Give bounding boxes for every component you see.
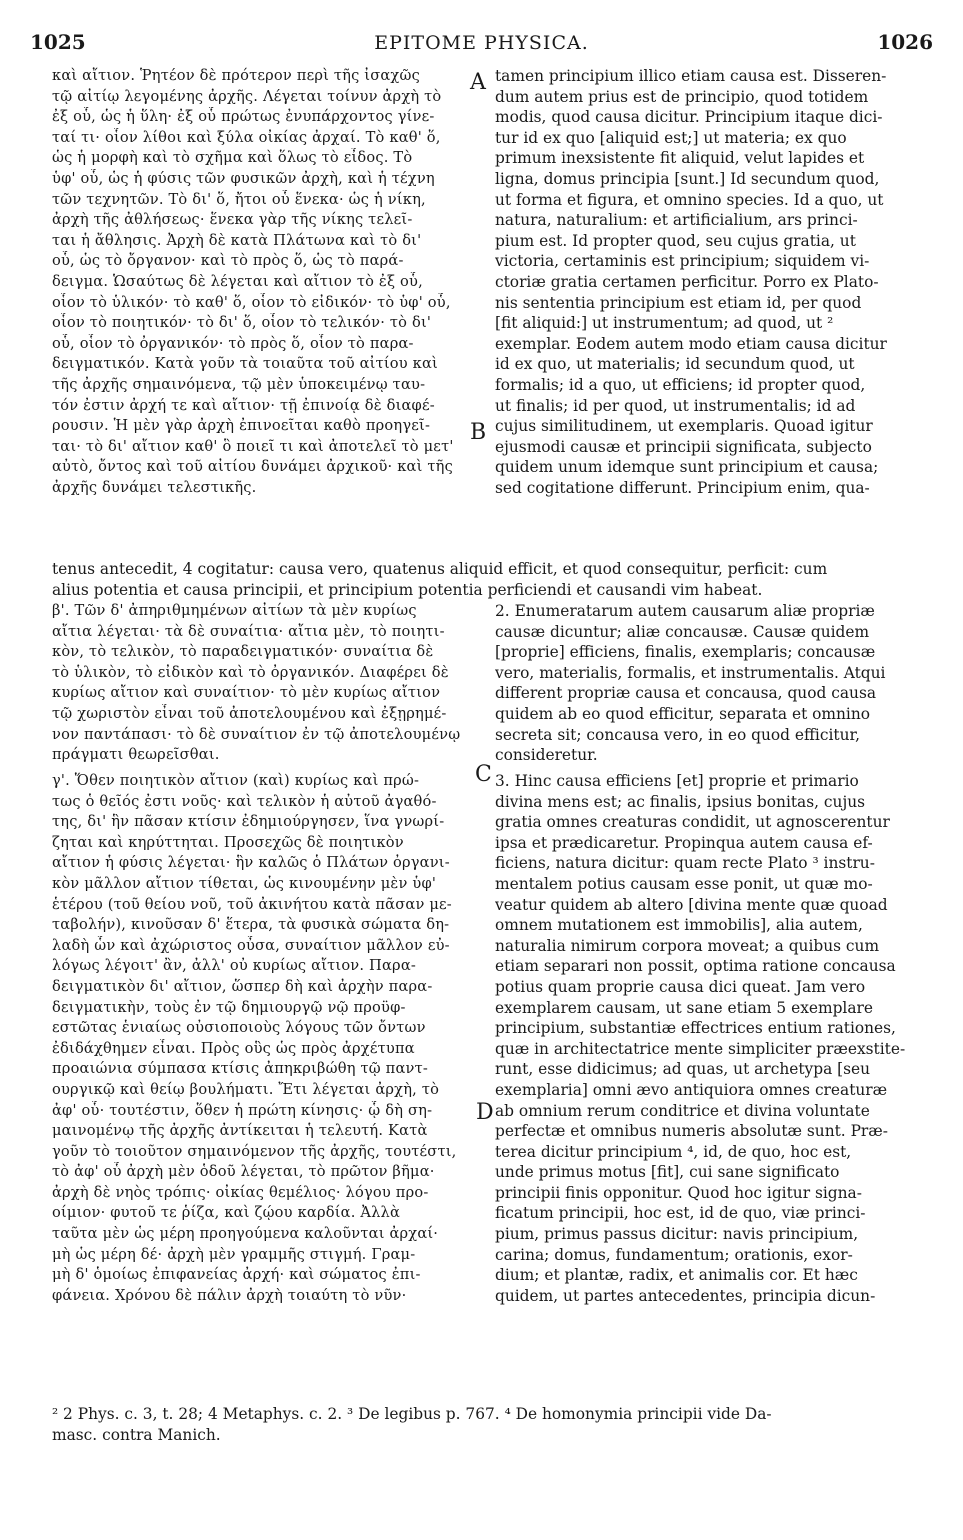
- latin-column-2: [495, 601, 935, 766]
- greek-text-line: μὴ δ' ὁμοίως ἐπιφανείας ἀρχή· καὶ σώματος ἐπι-: [52, 1266, 421, 1284]
- latin-text-line: unde primus motus [fit], cui sane significato: [495, 1163, 840, 1182]
- latin-text-line: pium est. Id propter quod, seu cujus gratia, ut: [495, 231, 856, 250]
- section-marker-d: D: [476, 1100, 494, 1125]
- greek-text-line: κὸν, τὸ τελικὸν, τὸ παραδειγματικόν· συναίτια δὲ: [52, 643, 434, 661]
- latin-text-line: ficatum principii, hoc est, id de quo, viæ princi-: [495, 1204, 866, 1223]
- greek-text-line: ταβολήν), κινοῦσαν δ' ἕτερα, τὰ φυσικὰ σώματα δη-: [52, 916, 450, 934]
- latin-text-line: etiam separari non possit, optima ratione concausa: [495, 957, 896, 976]
- greek-text-line: κὸν μᾶλλον αἴτιον τίθεται, ὡς κινουμένην μὲν ὑφ': [52, 874, 437, 892]
- latin-text-line: ficiens, natura dicitur: quam recte Plato ³ instru-: [495, 854, 875, 873]
- latin-text-line: quidem ab eo quod efficitur, separata et omnino: [495, 704, 871, 723]
- latin-text-line: potius quam proprie causa dici queat. Jam vero: [495, 977, 866, 996]
- latin-text-line: runt, esse didicimus; ad quas, ut archetypa [seu: [495, 1060, 871, 1079]
- latin-text-line: ipsa et prædicaretur. Propinqua autem causa ef-: [495, 833, 873, 852]
- greek-text-line: τῶν τεχνητῶν. Τὸ δι' ὅ, ἤτοι οὗ ἕνεκα· ὡς ἡ νίκη,: [52, 190, 426, 208]
- greek-text-line: οίμιον· φυτοῦ τε ῥίζα, καὶ ζῴου καρδία. Ἀλλὰ: [52, 1204, 401, 1222]
- latin-text-line: different propriæ causa et concausa, quod causa: [495, 684, 877, 703]
- greek-text-line: οἷον τὸ ὑλικόν· τὸ καθ' ὅ, οἷον τὸ εἰδικόν· τὸ ὑφ' οὗ,: [52, 293, 451, 311]
- latin-text-line: ejusmodi causæ et principii significata, subjecto: [495, 437, 872, 456]
- latin-text-line: vero, materialis, formalis, et instrumentalis. Atqui: [495, 663, 886, 682]
- latin-text-line: ut forma et figura, et omnino species. Id a quo, ut: [495, 190, 884, 209]
- latin-text-line: ab omnium rerum conditrice et divina voluntate: [495, 1101, 870, 1120]
- latin-text-line: alius potentia et causa principii, et principium potentia perficiendi et causandi vim habeat.: [52, 580, 763, 599]
- latin-text-line: consideretur.: [495, 746, 598, 765]
- section-marker-a: A: [470, 70, 486, 95]
- greek-text-line: αἴτια λέγεται· τὰ δὲ συναίτια· αἴτια μὲν, τὸ ποιητι-: [52, 622, 445, 640]
- latin-column-1: [495, 66, 935, 498]
- greek-text-line: ταί τι· οἷον λίθοι καὶ ξύλα οἰκίας ἀρχαί. Τὸ καθ' ὅ,: [52, 128, 441, 146]
- latin-text-line: principii finis opponitur. Quod hoc igitur signa-: [495, 1183, 862, 1202]
- greek-text-line: ουργικῷ καὶ θείῳ βουλήματι. Ἔτι λέγεται ἀρχὴ, τὸ: [52, 1080, 440, 1098]
- greek-text-line: ται ἡ ἄθλησις. Ἀρχὴ δὲ κατὰ Πλάτωνα καὶ τὸ δι': [52, 231, 422, 249]
- latin-text-line: principium, substantiæ effectrices entium rationes,: [495, 1019, 896, 1038]
- latin-text-line: tur id ex quo [aliquid est;] ut materia; ex quo: [495, 128, 847, 147]
- greek-text-line: οἷον τὸ ποιητικόν· τὸ δι' ὅ, οἷον τὸ τελικόν· τὸ δι': [52, 314, 432, 332]
- greek-text-line: τως ὁ θεῖός ἐστι νοῦς· καὶ τελικὸν ἡ αὐτοῦ ἀγαθό-: [52, 792, 437, 810]
- greek-text-line: μαινομένῳ τῆς ἀρχῆς ἀντίκειται ἡ τελευτή. Κατὰ: [52, 1122, 428, 1140]
- latin-text-line: exemplarem causam, ut sane etiam 5 exemplare: [495, 998, 873, 1017]
- greek-text-line: τόν ἐστιν ἀρχή τε καὶ αἴτιον· τῇ ἐπινοίᾳ δὲ διαφέ-: [52, 396, 435, 414]
- latin-text-line: quæ in architectatrice mente simpliciter præexstite-: [495, 1039, 906, 1058]
- greek-text-line: ὑφ' οὗ, ὡς ἡ φύσις τῶν φυσικῶν ἀρχὴ, καὶ ἡ τέχνη: [52, 169, 435, 187]
- greek-column-1: [52, 66, 492, 498]
- greek-text-line: ἀρχῆς δυνάμει τελεστικῆς.: [52, 478, 257, 496]
- page-header: [30, 30, 933, 62]
- page-number-left: 1025: [30, 30, 86, 54]
- greek-text-line: πράγματι θεωρεῖσθαι.: [52, 746, 220, 764]
- latin-text-line: omnem mutationem est immobilis], alia autem,: [495, 916, 863, 935]
- greek-text-line: φάνεια. Χρόνου δὲ πάλιν ἀρχὴ τοιαύτη τὸ νῦν·: [52, 1286, 407, 1304]
- latin-text-line: 2. Enumeratarum autem causarum aliæ propriæ: [495, 602, 875, 620]
- greek-text-line: ταῦτα μὲν ὡς μέρη προηγούμενα καλοῦνται ἀρχαί·: [52, 1225, 439, 1243]
- section-marker-b: B: [470, 420, 487, 445]
- greek-text-line: αὐτὸ, ὄντος καὶ τοῦ αἰτίου δυνάμει ἀρχικοῦ· καὶ τῆς: [52, 458, 453, 476]
- latin-text-line: sed cogitatione differunt. Principium enim, qua-: [495, 478, 870, 497]
- greek-text-line: ἐξ οὗ, ὡς ἡ ὕλη· ἐξ οὗ πρώτως ἐνυπάρχοντος γίνε-: [52, 108, 435, 126]
- latin-text-line: natura, naturalium: et artificialium, ars princi-: [495, 211, 858, 230]
- greek-text-line: γ'. Ὅθεν ποιητικὸν αἴτιον (καὶ) κυρίως καὶ πρώ-: [52, 772, 420, 789]
- page-number-right: 1026: [877, 30, 933, 54]
- section-marker-c: C: [475, 762, 492, 787]
- latin-text-line: [fit aliquid:] ut instrumentum; ad quod, ut ²: [495, 314, 834, 333]
- latin-text-line: id ex quo, ut materialis; id secundum quod, ut: [495, 355, 855, 374]
- latin-text-line: naturalia nimirum corpora moveat; a quibus cum: [495, 936, 880, 955]
- greek-text-line: τῷ αἰτίῳ λεγομένης ἀρχῆς. Λέγεται τοίνυν ἀρχὴ τὸ: [52, 87, 442, 105]
- latin-text-line: 3. Hinc causa efficiens [et] proprie et primario: [495, 772, 859, 790]
- latin-text-line: nis sententia principium est etiam id, per quod: [495, 293, 862, 312]
- latin-text-line: [proprie] efficiens, finalis, exemplaris; concausæ: [495, 643, 876, 662]
- greek-text-line: μὴ ὡς μέρη δέ· ἀρχὴ μὲν γραμμῆς στιγμή. Γραμ-: [52, 1245, 416, 1263]
- greek-text-line: τὸ ὑλικὸν, τὸ εἰδικὸν καὶ τὸ ὀργανικόν. Διαφέρει δὲ: [52, 663, 449, 681]
- latin-text-line: formalis; id a quo, ut efficiens; id propter quod,: [495, 375, 866, 394]
- latin-text-line: tamen principium illico etiam causa est. Disseren-: [495, 67, 887, 85]
- latin-text-line: perfectæ et omnibus numeris absolutæ sunt. Præ-: [495, 1122, 888, 1141]
- greek-text-line: νον παντάπασι· τὸ δὲ συναίτιον ἐν τῷ ἀποτελουμένῳ: [52, 725, 461, 743]
- greek-text-line: τῷ χωριστὸν εἶναι τοῦ ἀποτελουμένου καὶ ἐξῃρημέ-: [52, 704, 447, 722]
- latin-text-line: mentalem potius causam esse ponit, ut quæ mo-: [495, 874, 873, 893]
- latin-text-line: cujus similitudinem, ut exemplaris. Quoad igitur: [495, 417, 873, 436]
- greek-text-line: κυρίως αἴτιον καὶ συναίτιον· τὸ μὲν κυρίως αἴτιον: [52, 684, 441, 702]
- latin-text-line: gratia omnes creaturas condidit, ut agnoscerentur: [495, 813, 890, 832]
- latin-text-line: dium; et plantæ, radix, et animalis cor. Et hæc: [495, 1266, 858, 1285]
- greek-text-line: καὶ αἴτιον. Ῥητέον δὲ πρότερον περὶ τῆς ἰσαχῶς: [52, 67, 420, 84]
- latin-text-line: secreta sit; concausa vero, in eo quod efficitur,: [495, 725, 861, 744]
- greek-text-line: ζηται καὶ κηρύττηται. Προσεχῶς δὲ ποιητικὸν: [52, 833, 404, 851]
- latin-text-line: tenus antecedit, 4 cogitatur: causa vero, quatenus aliquid efficit, et quod consequitur, perficit: cum: [52, 560, 828, 578]
- greek-text-line: β'. Τῶν δ' ἀπηριθμημένων αἰτίων τὰ μὲν κυρίως: [52, 602, 417, 619]
- greek-column-2: [52, 601, 492, 766]
- greek-text-line: ὡς ἡ μορφὴ καὶ τὸ σχῆμα καὶ ὅλως τὸ εἶδος. Τὸ: [52, 149, 413, 167]
- greek-text-line: γοῦν τὸ τοιοῦτον σημαινόμενον τῆς ἀρχῆς, τουτέστι,: [52, 1142, 457, 1160]
- greek-text-line: ἀρχὴ τῆς ἀθλήσεως· ἕνεκα γὰρ τῆς νίκης τελεῖ-: [52, 211, 413, 229]
- latin-text-line: quidem, ut partes antecedentes, principia dicun-: [495, 1286, 876, 1305]
- greek-text-line: δειγματικὸν δι' αἴτιον, ὥσπερ δὴ καὶ ἀρχὴν παρα-: [52, 977, 433, 995]
- running-title: EPITOME PHYSICA.: [374, 32, 589, 54]
- greek-text-line: ἑτέρου (τοῦ θείου νοῦ, τοῦ ἀκινήτου κατὰ πᾶσαν με-: [52, 895, 452, 913]
- footnote-line: ² 2 Phys. c. 3, t. 28; 4 Metaphys. c. 2. ³ De legibus p. 767. ⁴ De homonymia principii vide Da-: [52, 1405, 772, 1423]
- greek-text-line: οὗ, ὡς τὸ ὄργανον· καὶ τὸ πρὸς ὅ, ὡς τὸ παρά-: [52, 252, 404, 270]
- latin-text-line: primum inexsistente fit aliquid, velut lapides et: [495, 149, 865, 168]
- footnotes: [52, 1404, 932, 1445]
- latin-text-line: modis, quod causa dicitur. Principium itaque dici-: [495, 108, 883, 127]
- latin-text-line: causæ dicuntur; aliæ concausæ. Causæ quidem: [495, 622, 870, 641]
- full-width-continuation: [52, 559, 932, 600]
- latin-text-line: dum autem prius est de principio, quod totidem: [495, 87, 869, 106]
- footnote-line: masc. contra Manich.: [52, 1425, 221, 1444]
- latin-text-line: ut finalis; id per quod, ut instrumentalis; id ad: [495, 396, 856, 415]
- latin-text-line: exemplaria] omni ævo antiquiora omnes creaturæ: [495, 1080, 888, 1099]
- greek-text-line: λόγως λέγοιτ' ἂν, ἀλλ' οὐ κυρίως αἴτιον. Παρα-: [52, 957, 417, 975]
- greek-text-line: ρουσιν. Ἡ μὲν γὰρ ἀρχὴ ἐπινοεῖται καθὸ προηγεῖ-: [52, 417, 431, 435]
- latin-column-3: [495, 771, 935, 1306]
- greek-text-line: αἴτιον ἡ φύσις λέγεται· ἣν καλῶς ὁ Πλάτων ὀργανι-: [52, 854, 450, 872]
- greek-text-line: τῆς ἀρχῆς σημαινόμενα, τῷ μὲν ὑποκειμένῳ ταυ-: [52, 375, 426, 393]
- latin-text-line: ctoriæ gratia certamen perficitur. Porro ex Plato-: [495, 272, 879, 291]
- greek-text-line: εστῶτας ἑνιαίως οὐσιοποιοὺς λόγους τῶν ὄντων: [52, 1019, 426, 1037]
- greek-text-line: προαιώνια σύμπασα κτίσις ἀπηκριβώθη τῷ παντ-: [52, 1060, 429, 1078]
- latin-text-line: quidem unum idemque sunt principium et causa;: [495, 458, 879, 477]
- latin-text-line: carina; domus, fundamentum; orationis, exor-: [495, 1245, 853, 1264]
- greek-text-line: ἐδιδάχθημεν εἶναι. Πρὸς οὓς ὡς πρὸς ἀρχέτυπα: [52, 1039, 415, 1057]
- greek-text-line: δειγμα. Ὡσαύτως δὲ λέγεται καὶ αἴτιον τὸ ἐξ οὗ,: [52, 272, 423, 290]
- latin-text-line: terea dicitur principium ⁴, id, de quo, hoc est,: [495, 1142, 852, 1161]
- greek-text-line: ἀρχὴ δὲ νηὸς τρόπις· οἰκίας θεμέλιος· λόγου προ-: [52, 1183, 429, 1201]
- greek-text-line: ται· τὸ δι' αἴτιον καθ' ὃ ποιεῖ τι καὶ ἀποτελεῖ τὸ μετ': [52, 437, 454, 455]
- latin-text-line: pium, primus passus dicitur: navis principium,: [495, 1225, 859, 1244]
- greek-text-line: δειγματικόν. Κατὰ γοῦν τὰ τοιαῦτα τοῦ αἰτίου καὶ: [52, 355, 438, 373]
- latin-text-line: veatur quidem ab altero [divina mente quæ quoad: [495, 895, 888, 914]
- greek-text-line: τὸ ἀφ' οὗ ἀρχὴ μὲν ὁδοῦ λέγεται, τὸ πρῶτον βῆμα·: [52, 1163, 435, 1181]
- greek-text-line: λαδὴ ὧν καὶ ἀχώριστος οὖσα, συναίτιον μᾶλλον εὐ-: [52, 936, 450, 954]
- latin-text-line: ligna, domus principia [sunt.] Id secundum quod,: [495, 169, 880, 188]
- greek-column-3: [52, 771, 492, 1306]
- latin-text-line: exemplar. Eodem autem modo etiam causa dicitur: [495, 334, 887, 353]
- latin-text-line: victoria, certaminis est principium; siquidem vi-: [495, 252, 870, 271]
- greek-text-line: της, δι' ἣν πᾶσαν κτίσιν ἐδημιούργησεν, ἵνα γνωρί-: [52, 813, 445, 831]
- latin-text-line: divina mens est; ac finalis, ipsius bonitas, cujus: [495, 792, 866, 811]
- greek-text-line: δειγματικὴν, τοὺς ἐν τῷ δημιουργῷ νῷ προϋφ-: [52, 998, 406, 1016]
- greek-text-line: οὗ, οἷον τὸ ὀργανικόν· τὸ πρὸς ὅ, οἷον τὸ παρα-: [52, 334, 414, 352]
- greek-text-line: ἀφ' οὗ· τουτέστιν, ὅθεν ἡ πρώτη κίνησις· ᾧ δὴ ση-: [52, 1101, 433, 1119]
